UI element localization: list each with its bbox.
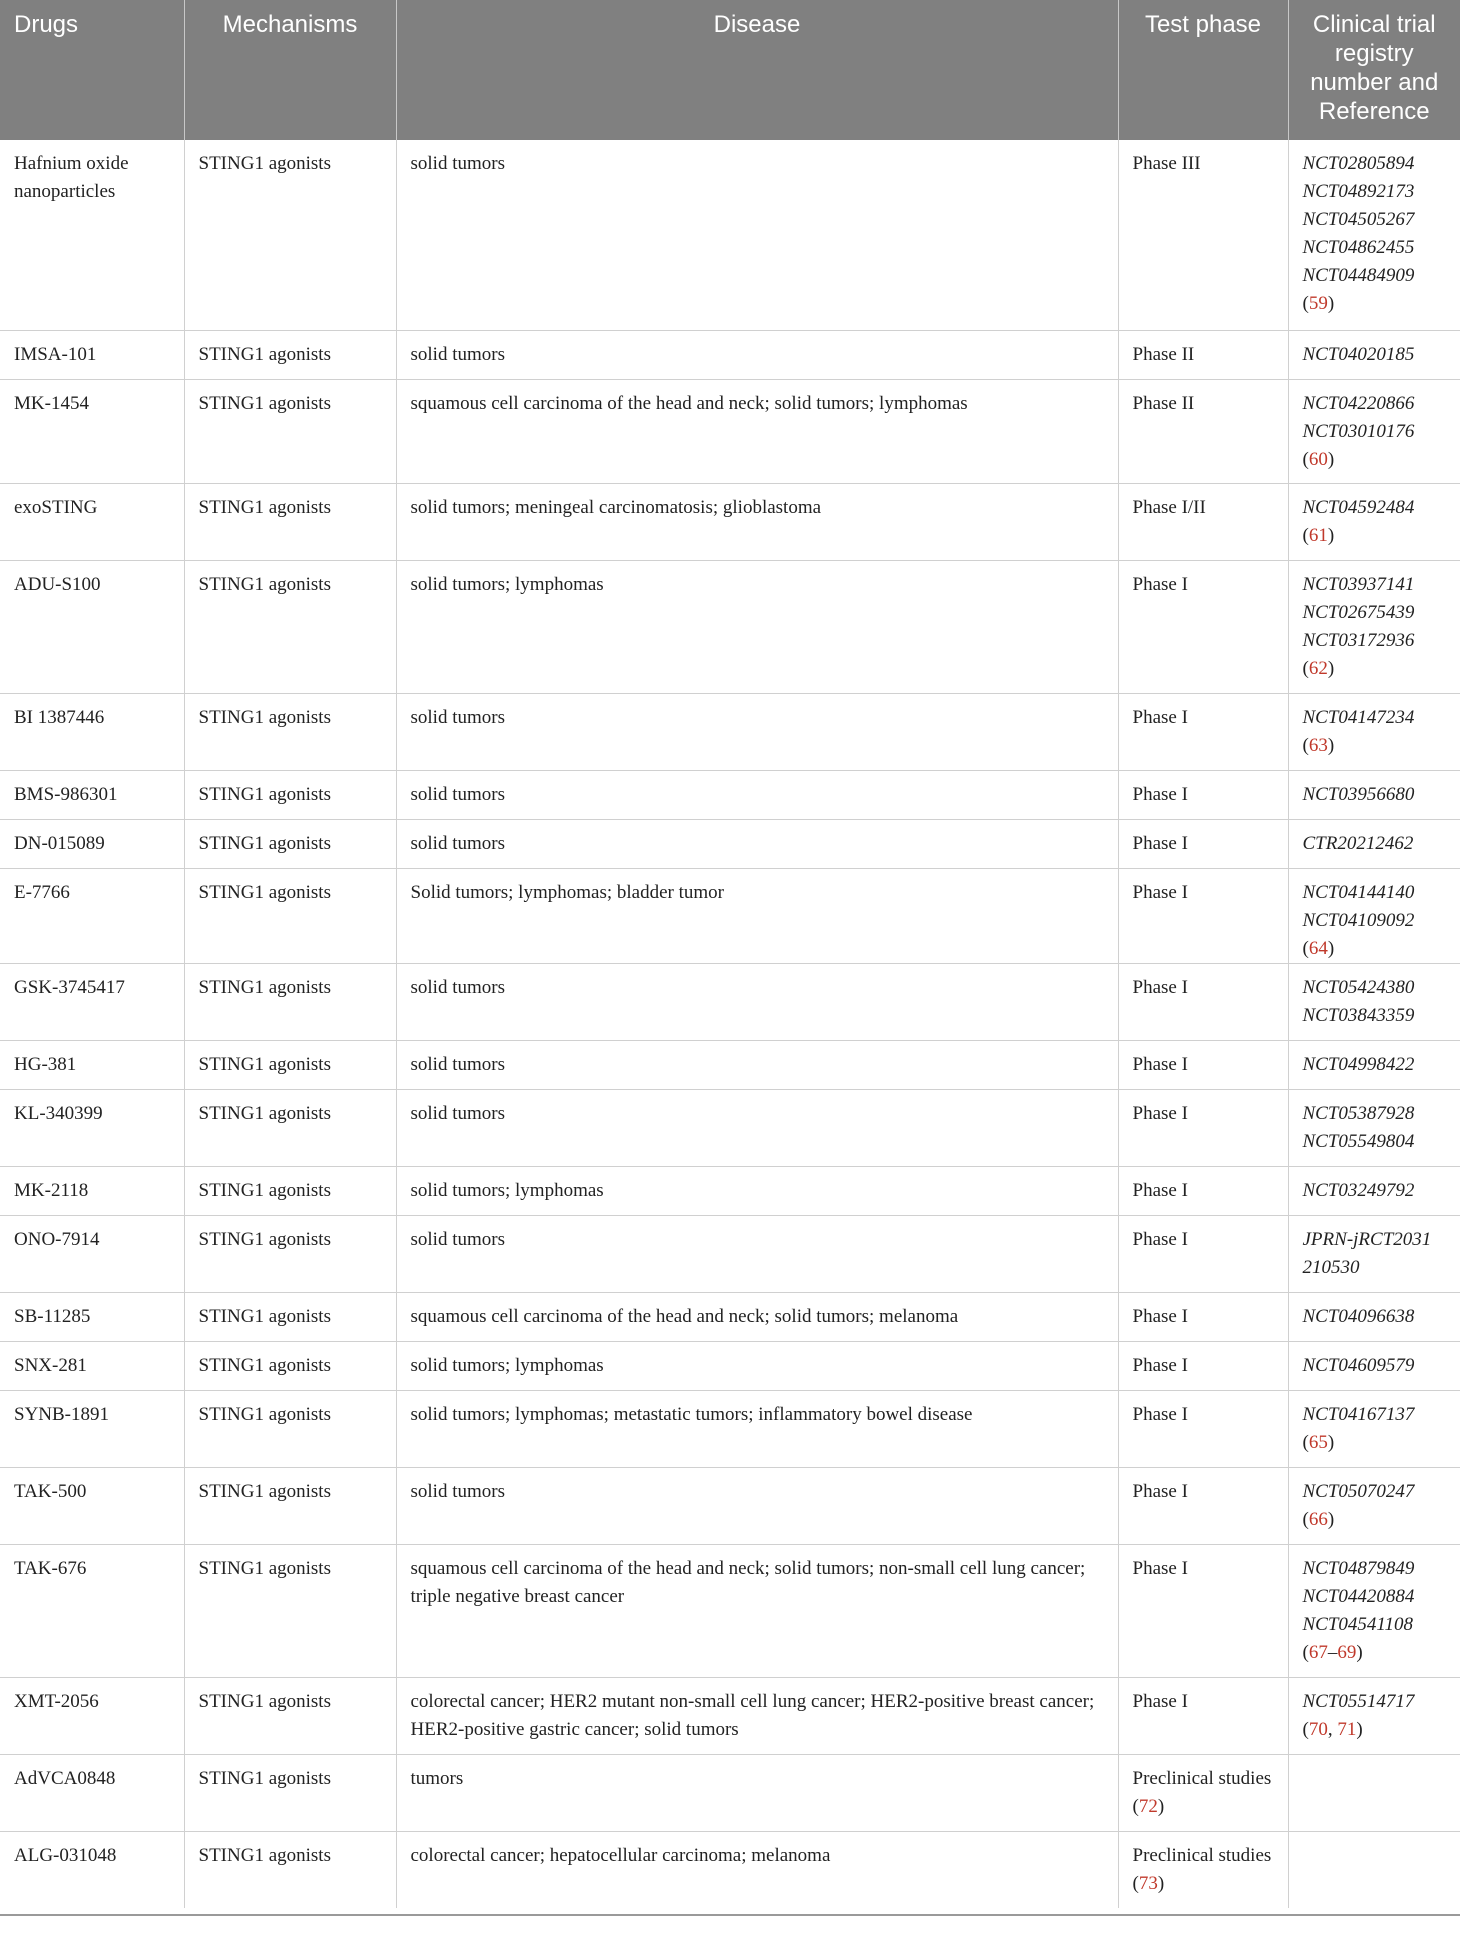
registry-number: NCT05387928 bbox=[1302, 1102, 1415, 1124]
cell-registry bbox=[1288, 693, 1460, 770]
registry-number: NCT02675439 bbox=[1302, 601, 1415, 623]
registry-number: NCT04592484 bbox=[1302, 496, 1415, 518]
header-drugs: Drugs bbox=[0, 0, 184, 140]
registry-number: NCT05514717 bbox=[1302, 1690, 1415, 1712]
reference-link[interactable]: 65 bbox=[1308, 1431, 1328, 1453]
registry-number: NCT04420884 bbox=[1302, 1585, 1415, 1607]
phase-text: Phase I bbox=[1132, 1179, 1188, 1201]
phase-text: Phase I bbox=[1132, 1053, 1188, 1075]
cell-drug: exoSTING bbox=[0, 483, 184, 560]
phase-text: Phase I/II bbox=[1132, 496, 1206, 518]
cell-drug: SNX-281 bbox=[0, 1341, 184, 1390]
cell-disease: solid tumors bbox=[396, 963, 1118, 1040]
phase-text: Phase I bbox=[1132, 783, 1188, 805]
table-row bbox=[0, 330, 1460, 379]
cell-drug: KL-340399 bbox=[0, 1089, 184, 1166]
cell-disease: solid tumors bbox=[396, 1089, 1118, 1166]
cell-mechanism: STING1 agonists bbox=[184, 868, 396, 963]
table-row bbox=[0, 1341, 1460, 1390]
cell-test-phase bbox=[1118, 1215, 1288, 1292]
cell-test-phase bbox=[1118, 1341, 1288, 1390]
registry-number: NCT03249792 bbox=[1302, 1179, 1415, 1201]
cell-drug: ALG-031048 bbox=[0, 1831, 184, 1908]
cell-test-phase bbox=[1118, 1166, 1288, 1215]
cell-mechanism: STING1 agonists bbox=[184, 1677, 396, 1754]
cell-test-phase bbox=[1118, 140, 1288, 330]
registry-number: NCT04505267 bbox=[1302, 209, 1415, 230]
table-row bbox=[0, 1390, 1460, 1467]
cell-test-phase bbox=[1118, 330, 1288, 379]
phase-text: Preclinical studies bbox=[1132, 1767, 1272, 1789]
phase-text: Phase I bbox=[1132, 1690, 1188, 1712]
cell-mechanism: STING1 agonists bbox=[184, 1292, 396, 1341]
cell-test-phase bbox=[1118, 483, 1288, 560]
registry-number: NCT03843359 bbox=[1302, 1004, 1415, 1026]
cell-disease: squamous cell carcinoma of the head and neck; solid tumors; lymphomas bbox=[396, 379, 1118, 483]
table-row bbox=[0, 1040, 1460, 1089]
registry-number: NCT04862455 bbox=[1302, 237, 1415, 258]
cell-registry bbox=[1288, 1166, 1460, 1215]
reference-link[interactable]: 73 bbox=[1138, 1872, 1158, 1894]
cell-disease: tumors bbox=[396, 1754, 1118, 1831]
phase-text: Phase III bbox=[1132, 153, 1201, 174]
registry-number: CTR20212462 bbox=[1302, 832, 1414, 854]
reference-link[interactable]: 59 bbox=[1308, 293, 1328, 314]
cell-disease: Solid tumors; lymphomas; bladder tumor bbox=[396, 868, 1118, 963]
cell-disease: squamous cell carcinoma of the head and neck; solid tumors; non-small cell lung cancer; triple negative breast cancer bbox=[396, 1544, 1118, 1677]
cell-mechanism: STING1 agonists bbox=[184, 1831, 396, 1908]
phase-text: Phase I bbox=[1132, 706, 1188, 728]
phase-text: Phase I bbox=[1132, 832, 1188, 854]
reference-group: (62) bbox=[1302, 657, 1335, 679]
registry-number: NCT03172936 bbox=[1302, 629, 1415, 651]
cell-mechanism: STING1 agonists bbox=[184, 770, 396, 819]
cell-test-phase bbox=[1118, 1467, 1288, 1544]
phase-text: Phase I bbox=[1132, 1305, 1188, 1327]
cell-registry bbox=[1288, 1677, 1460, 1754]
reference-link[interactable]: 64 bbox=[1308, 937, 1328, 959]
cell-test-phase bbox=[1118, 1677, 1288, 1754]
registry-number: NCT04220866 bbox=[1302, 392, 1415, 414]
registry-number: NCT04147234 bbox=[1302, 706, 1415, 728]
cell-drug: DN-015089 bbox=[0, 819, 184, 868]
cell-disease: solid tumors bbox=[396, 693, 1118, 770]
cell-drug: GSK-3745417 bbox=[0, 963, 184, 1040]
reference-link[interactable]: 60 bbox=[1308, 448, 1328, 470]
phase-text: Preclinical studies bbox=[1132, 1844, 1272, 1866]
cell-disease: solid tumors bbox=[396, 330, 1118, 379]
cell-mechanism: STING1 agonists bbox=[184, 483, 396, 560]
phase-text: Phase I bbox=[1132, 573, 1188, 595]
cell-drug: XMT-2056 bbox=[0, 1677, 184, 1754]
cell-registry bbox=[1288, 1754, 1460, 1831]
cell-disease: colorectal cancer; hepatocellular carcinoma; melanoma bbox=[396, 1831, 1118, 1908]
cell-mechanism: STING1 agonists bbox=[184, 1390, 396, 1467]
reference-link[interactable]: 70 bbox=[1308, 1718, 1328, 1740]
cell-drug: SYNB-1891 bbox=[0, 1390, 184, 1467]
cell-registry bbox=[1288, 963, 1460, 1040]
cell-test-phase bbox=[1118, 1089, 1288, 1166]
cell-test-phase bbox=[1118, 1390, 1288, 1467]
cell-disease: solid tumors bbox=[396, 770, 1118, 819]
phase-text: Phase I bbox=[1132, 976, 1188, 998]
cell-test-phase bbox=[1118, 819, 1288, 868]
cell-test-phase: Preclinical studies (73) bbox=[1118, 1831, 1288, 1908]
reference-link[interactable]: 72 bbox=[1138, 1795, 1158, 1817]
reference-separator: , bbox=[1327, 1718, 1338, 1740]
phase-text: Phase I bbox=[1132, 1403, 1188, 1425]
cell-disease: solid tumors bbox=[396, 819, 1118, 868]
reference-group: (63) bbox=[1302, 734, 1335, 756]
table-row bbox=[0, 483, 1460, 560]
table-row bbox=[0, 379, 1460, 483]
cell-mechanism: STING1 agonists bbox=[184, 1040, 396, 1089]
registry-number: NCT04609579 bbox=[1302, 1354, 1415, 1376]
cell-disease: solid tumors; meningeal carcinomatosis; glioblastoma bbox=[396, 483, 1118, 560]
registry-number: JPRN-jRCT2031 bbox=[1302, 1228, 1432, 1250]
header-test-phase: Test phase bbox=[1118, 0, 1288, 140]
reference-link[interactable]: 66 bbox=[1308, 1508, 1328, 1530]
registry-number: NCT04484909 bbox=[1302, 265, 1415, 286]
cell-mechanism: STING1 agonists bbox=[184, 1089, 396, 1166]
cell-registry bbox=[1288, 1831, 1460, 1908]
cell-registry bbox=[1288, 483, 1460, 560]
cell-registry bbox=[1288, 819, 1460, 868]
table-row bbox=[0, 1089, 1460, 1166]
cell-disease: solid tumors bbox=[396, 1467, 1118, 1544]
cell-test-phase bbox=[1118, 868, 1288, 963]
cell-mechanism: STING1 agonists bbox=[184, 1341, 396, 1390]
reference-group: (61) bbox=[1302, 524, 1335, 546]
cell-disease: solid tumors bbox=[396, 1215, 1118, 1292]
phase-text: Phase I bbox=[1132, 1557, 1188, 1579]
registry-number: 210530 bbox=[1302, 1256, 1360, 1278]
cell-disease: solid tumors; lymphomas; metastatic tumors; inflammatory bowel disease bbox=[396, 1390, 1118, 1467]
cell-test-phase bbox=[1118, 1292, 1288, 1341]
header-registry-reference: Clinical trial registry number and Reference bbox=[1288, 0, 1460, 140]
header-disease: Disease bbox=[396, 0, 1118, 140]
cell-disease: solid tumors; lymphomas bbox=[396, 560, 1118, 693]
cell-registry bbox=[1288, 330, 1460, 379]
reference-group: (60) bbox=[1302, 448, 1335, 470]
cell-drug: BMS-986301 bbox=[0, 770, 184, 819]
cell-disease: solid tumors; lymphomas bbox=[396, 1166, 1118, 1215]
registry-number: NCT04879849 bbox=[1302, 1557, 1415, 1579]
reference-group: (66) bbox=[1302, 1508, 1335, 1530]
cell-test-phase bbox=[1118, 693, 1288, 770]
cell-registry bbox=[1288, 1544, 1460, 1677]
registry-number: NCT05549804 bbox=[1302, 1130, 1415, 1152]
table-row bbox=[0, 560, 1460, 693]
cell-drug: HG-381 bbox=[0, 1040, 184, 1089]
cell-drug: BI 1387446 bbox=[0, 693, 184, 770]
cell-registry bbox=[1288, 1040, 1460, 1089]
table-row bbox=[0, 819, 1460, 868]
cell-drug: IMSA-101 bbox=[0, 330, 184, 379]
registry-number: NCT04020185 bbox=[1302, 343, 1415, 365]
registry-number: NCT04144140 bbox=[1302, 881, 1415, 903]
table-row bbox=[0, 1215, 1460, 1292]
registry-number: NCT03010176 bbox=[1302, 420, 1415, 442]
registry-number: NCT02805894 bbox=[1302, 153, 1415, 174]
reference-link[interactable]: 67 bbox=[1308, 1641, 1328, 1663]
cell-drug: ONO-7914 bbox=[0, 1215, 184, 1292]
cell-mechanism: STING1 agonists bbox=[184, 819, 396, 868]
cell-drug: E-7766 bbox=[0, 868, 184, 963]
cell-drug: MK-1454 bbox=[0, 379, 184, 483]
header-row bbox=[0, 0, 1460, 140]
table-row bbox=[0, 1166, 1460, 1215]
table-row bbox=[0, 770, 1460, 819]
cell-registry bbox=[1288, 1089, 1460, 1166]
cell-drug: SB-11285 bbox=[0, 1292, 184, 1341]
cell-registry bbox=[1288, 1292, 1460, 1341]
cell-test-phase bbox=[1118, 560, 1288, 693]
table-row bbox=[0, 1831, 1460, 1908]
reference-link[interactable]: 71 bbox=[1337, 1718, 1357, 1740]
cell-test-phase bbox=[1118, 963, 1288, 1040]
cell-mechanism: STING1 agonists bbox=[184, 1166, 396, 1215]
reference-link[interactable]: 63 bbox=[1308, 734, 1328, 756]
cell-drug: AdVCA0848 bbox=[0, 1754, 184, 1831]
cell-drug: Hafnium oxide nanoparticles bbox=[14, 153, 129, 202]
reference-group: (70, 71) bbox=[1302, 1718, 1363, 1740]
cell-drug: MK-2118 bbox=[0, 1166, 184, 1215]
registry-number: NCT03956680 bbox=[1302, 783, 1415, 805]
registry-number: NCT05070247 bbox=[1302, 1480, 1415, 1502]
registry-number: NCT04998422 bbox=[1302, 1053, 1415, 1075]
phase-text: Phase II bbox=[1132, 343, 1195, 365]
registry-number: NCT04892173 bbox=[1302, 181, 1415, 202]
cell-disease: solid tumors; lymphomas bbox=[396, 1341, 1118, 1390]
cell-test-phase bbox=[1118, 1040, 1288, 1089]
registry-number: NCT05424380 bbox=[1302, 976, 1415, 998]
table-body bbox=[0, 140, 1460, 1908]
cell-registry bbox=[1288, 379, 1460, 483]
cell-mechanism: STING1 agonists bbox=[184, 1215, 396, 1292]
cell-registry bbox=[1288, 1390, 1460, 1467]
table-row bbox=[0, 693, 1460, 770]
cell-registry bbox=[1288, 1341, 1460, 1390]
cell-disease: solid tumors bbox=[396, 140, 1118, 330]
registry-number: NCT03937141 bbox=[1302, 573, 1415, 595]
cell-test-phase bbox=[1118, 770, 1288, 819]
cell-drug: TAK-676 bbox=[0, 1544, 184, 1677]
cell-registry bbox=[1288, 1467, 1460, 1544]
cell-registry bbox=[1288, 868, 1460, 963]
cell-test-phase bbox=[1118, 1544, 1288, 1677]
table-bottom-rule bbox=[0, 1914, 1460, 1916]
cell-disease: colorectal cancer; HER2 mutant non-small cell lung cancer; HER2-positive breast cancer; HER2-positive gastric cancer; solid tumors bbox=[396, 1677, 1118, 1754]
phase-text: Phase I bbox=[1132, 1102, 1188, 1124]
table-row bbox=[0, 1677, 1460, 1754]
reference-link[interactable]: 61 bbox=[1308, 524, 1328, 546]
cell-drug: ADU-S100 bbox=[0, 560, 184, 693]
table-row bbox=[0, 1754, 1460, 1831]
cell-mechanism: STING1 agonists bbox=[184, 1467, 396, 1544]
reference-link[interactable]: 69 bbox=[1337, 1641, 1357, 1663]
cell-mechanism: STING1 agonists bbox=[184, 963, 396, 1040]
reference-group: (65) bbox=[1302, 1431, 1335, 1453]
cell-test-phase: Preclinical studies (72) bbox=[1118, 1754, 1288, 1831]
cell-mechanism: STING1 agonists bbox=[184, 379, 396, 483]
cell-mechanism: STING1 agonists bbox=[184, 330, 396, 379]
table-row bbox=[0, 868, 1460, 963]
cell-mechanism: STING1 agonists bbox=[184, 1754, 396, 1831]
table-row bbox=[0, 963, 1460, 1040]
reference-group: (64) bbox=[1302, 937, 1335, 959]
cell-registry bbox=[1288, 1215, 1460, 1292]
registry-number: NCT04109092 bbox=[1302, 909, 1415, 931]
cell-drug: TAK-500 bbox=[0, 1467, 184, 1544]
reference-group: (67–69) bbox=[1302, 1641, 1363, 1663]
table-row bbox=[0, 1544, 1460, 1677]
phase-text: Phase I bbox=[1132, 881, 1188, 903]
phase-text: Phase II bbox=[1132, 392, 1195, 414]
reference-group: (59) bbox=[1302, 293, 1335, 314]
cell-test-phase bbox=[1118, 379, 1288, 483]
header-mechanisms: Mechanisms bbox=[184, 0, 396, 140]
registry-number: NCT04096638 bbox=[1302, 1305, 1415, 1327]
phase-text: Phase I bbox=[1132, 1354, 1188, 1376]
table-row bbox=[0, 140, 1460, 330]
phase-text: Phase I bbox=[1132, 1228, 1188, 1250]
cell-registry bbox=[1288, 770, 1460, 819]
phase-text: Phase I bbox=[1132, 1480, 1188, 1502]
table-header bbox=[0, 0, 1460, 140]
reference-link[interactable]: 62 bbox=[1308, 657, 1328, 679]
cell-mechanism: STING1 agonists bbox=[184, 560, 396, 693]
cell-disease: solid tumors bbox=[396, 1040, 1118, 1089]
reference-separator: – bbox=[1327, 1641, 1338, 1663]
cell-mechanism: STING1 agonists bbox=[184, 1544, 396, 1677]
cell-registry bbox=[1288, 140, 1460, 330]
table-row bbox=[0, 1467, 1460, 1544]
cell-mechanism: STING1 agonists bbox=[184, 140, 396, 330]
registry-number: NCT04541108 bbox=[1302, 1613, 1414, 1635]
table-row bbox=[0, 1292, 1460, 1341]
cell-mechanism: STING1 agonists bbox=[184, 693, 396, 770]
registry-number: NCT04167137 bbox=[1302, 1403, 1415, 1425]
cell-disease: squamous cell carcinoma of the head and neck; solid tumors; melanoma bbox=[396, 1292, 1118, 1341]
cell-registry bbox=[1288, 560, 1460, 693]
